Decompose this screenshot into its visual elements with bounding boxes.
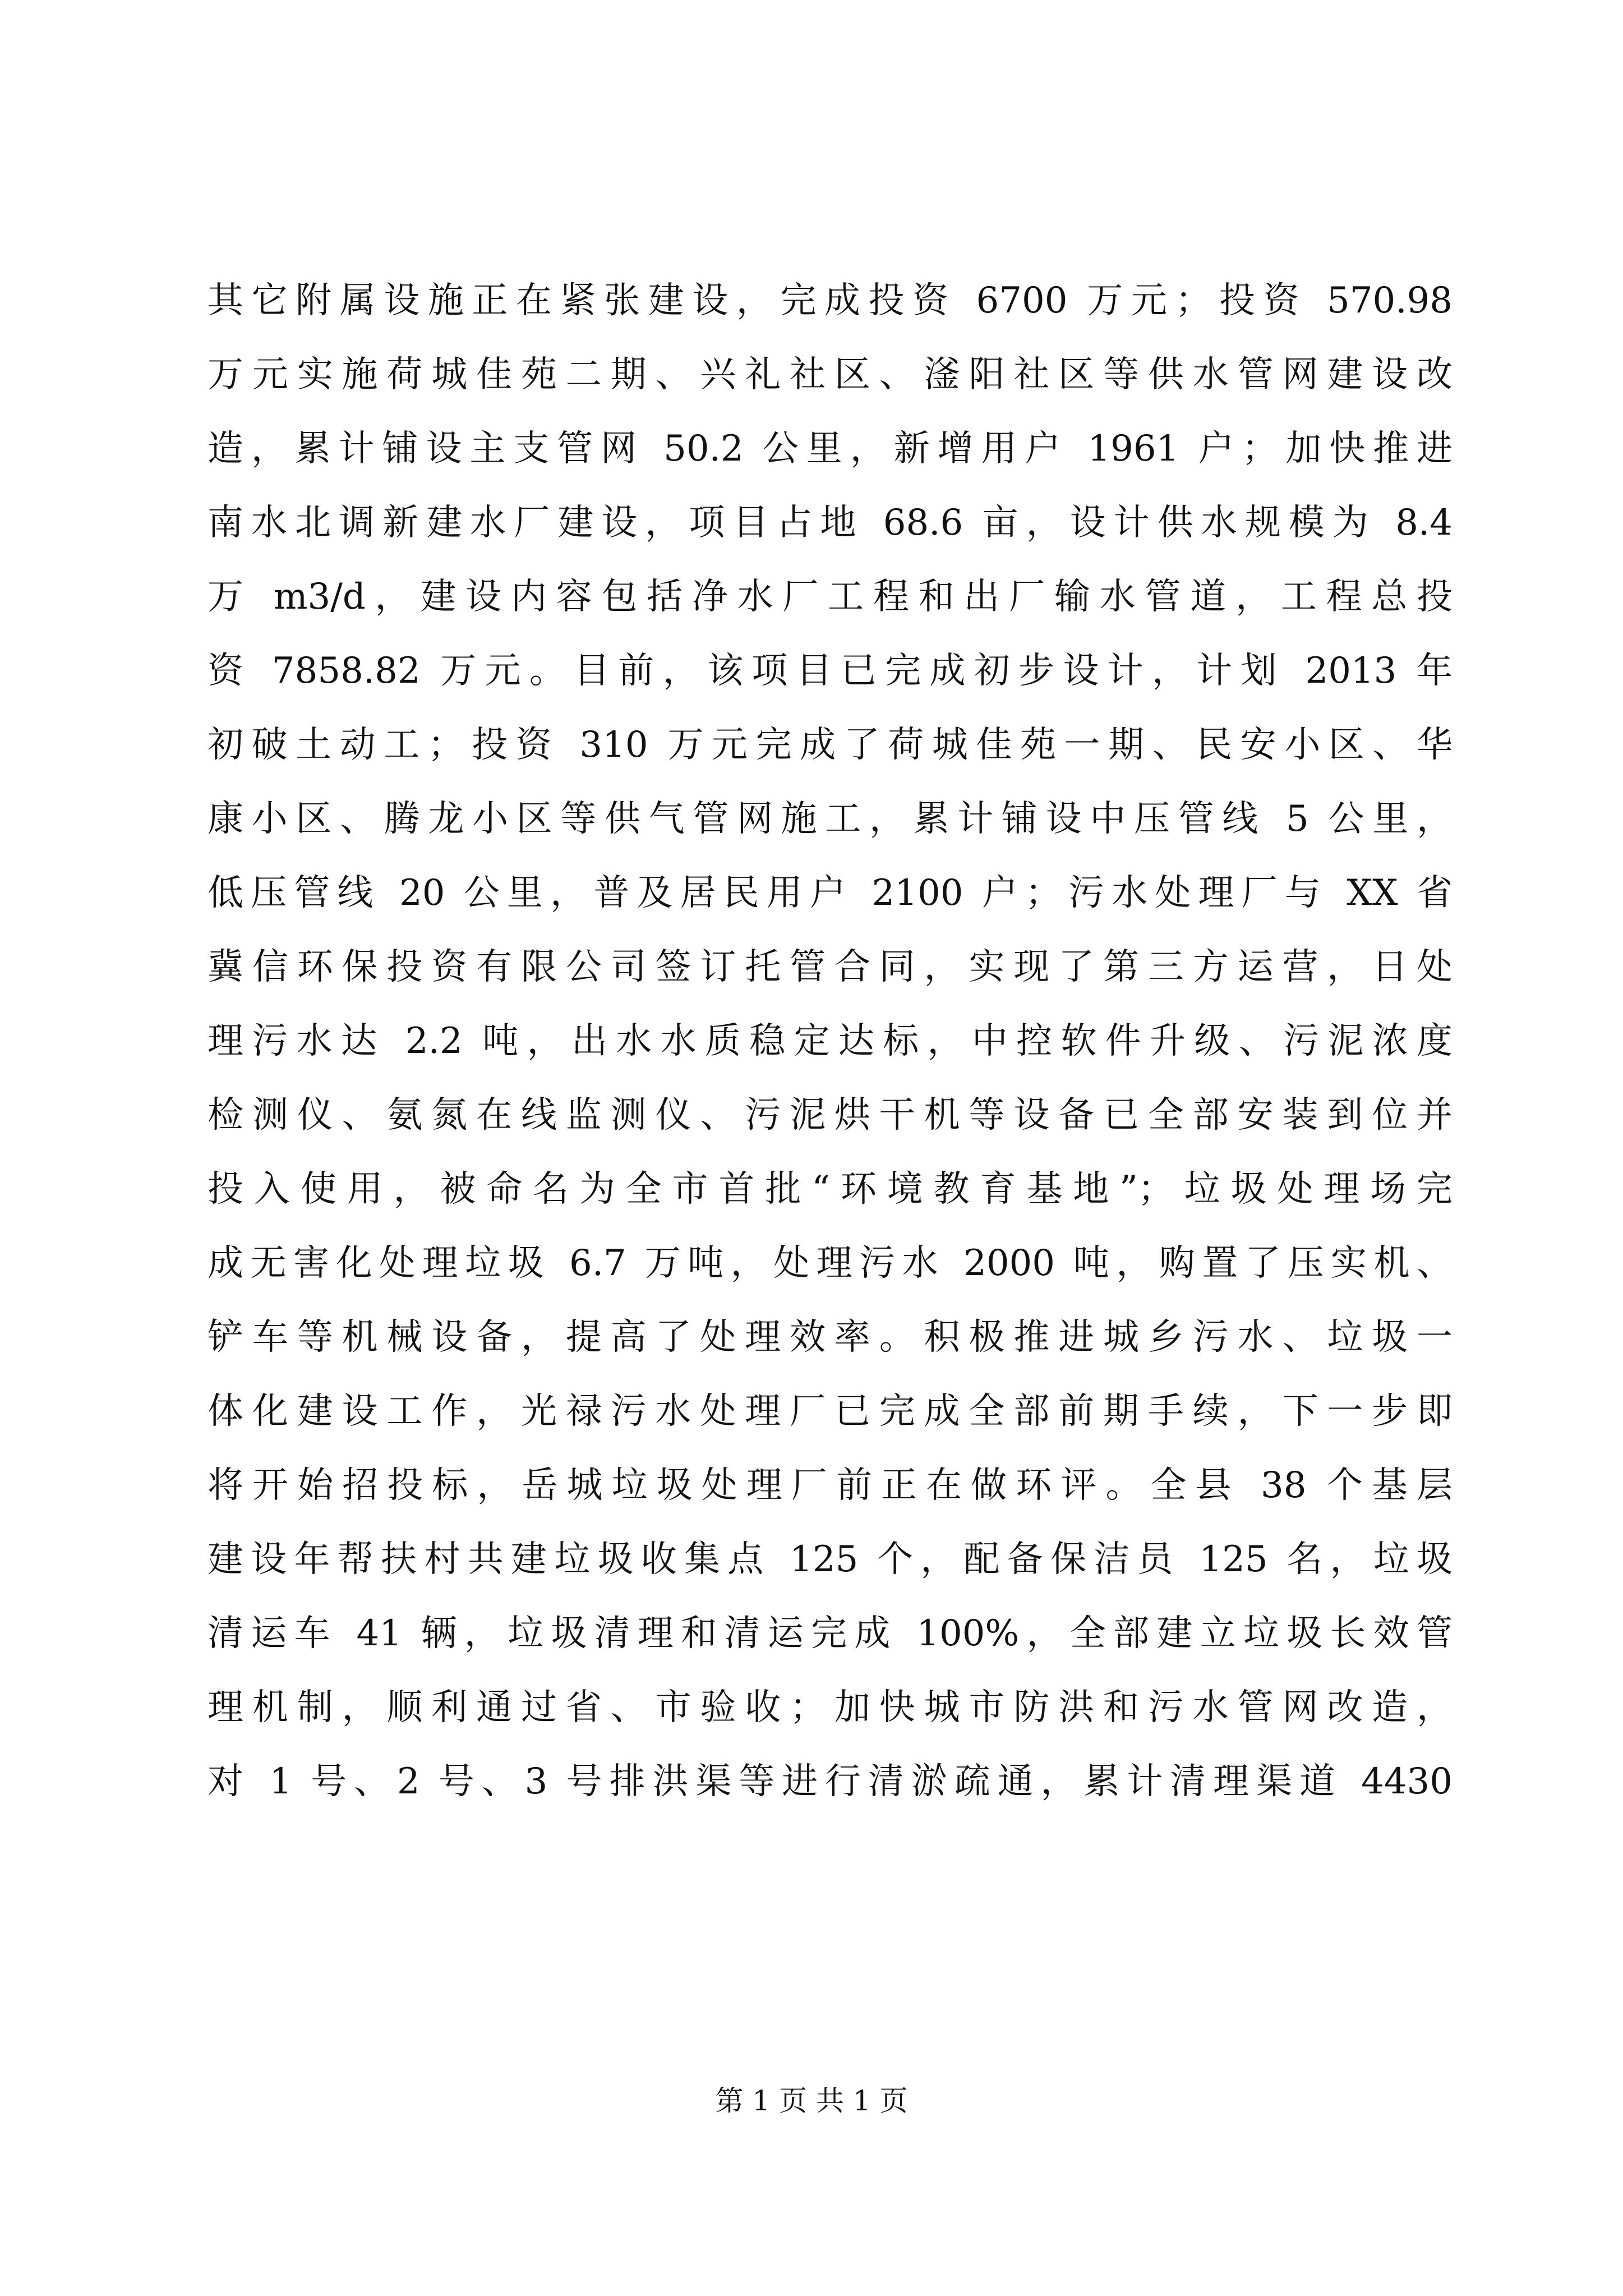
text-line-13: 投入使用，被命名为全市首批“环境教育基地”；垃圾处理场完 xyxy=(208,1168,1453,1210)
text-line-4: 南水北调新建水厂建设，项目占地 68.6 亩，设计供水规模为 8.4 xyxy=(208,502,1453,544)
text-line-10: 冀信环保投资有限公司签订托管合同，实现了第三方运营，日处 xyxy=(208,946,1453,988)
text-line-15: 铲车等机械设备，提高了处理效率。积极推进城乡污水、垃圾一 xyxy=(208,1317,1453,1358)
text-line-3: 造，累计铺设主支管网 50.2 公里，新增用户 1961 户；加快推进 xyxy=(208,428,1453,470)
text-line-12: 检测仪、氨氮在线监测仪、污泥烘干机等设备已全部安装到位并 xyxy=(208,1094,1453,1136)
body-paragraph xyxy=(208,264,1453,1819)
text-line-16: 体化建设工作，光禄污水处理厂已完成全部前期手续，下一步即 xyxy=(208,1391,1453,1432)
text-line-1: 其它附属设施正在紧张建设，完成投资 6700 万元；投资 570.98 xyxy=(208,280,1453,321)
text-line-21: 对 1 号、2 号、3 号排洪渠等进行清淤疏通，累计清理渠道 4430 xyxy=(208,1761,1453,1802)
text-line-14: 成无害化处理垃圾 6.7 万吨，处理污水 2000 吨，购置了压实机、 xyxy=(208,1243,1453,1284)
text-line-17: 将开始招投标，岳城垃圾处理厂前正在做环评。全县 38 个基层 xyxy=(208,1465,1453,1506)
text-line-8: 康小区、腾龙小区等供气管网施工，累计铺设中压管线 5 公里， xyxy=(208,798,1453,840)
text-line-11: 理污水达 2.2 吨，出水水质稳定达标，中控软件升级、污泥浓度 xyxy=(208,1020,1453,1062)
text-line-5: 万 m3/d，建设内容包括净水厂工程和出厂输水管道，工程总投 xyxy=(208,576,1453,618)
text-line-19: 清运车 41 辆，垃圾清理和清运完成 100%，全部建立垃圾长效管 xyxy=(208,1613,1453,1654)
text-line-18: 建设年帮扶村共建垃圾收集点 125 个，配备保洁员 125 名，垃圾 xyxy=(208,1539,1453,1580)
text-line-20: 理机制，顺利通过省、市验收；加快城市防洪和污水管网改造， xyxy=(208,1687,1453,1728)
text-line-7: 初破土动工；投资 310 万元完成了荷城佳苑一期、民安小区、华 xyxy=(208,724,1453,766)
page-number-label: 第 1 页 共 1 页 xyxy=(715,2085,908,2117)
text-line-2: 万元实施荷城佳苑二期、兴礼社区、滏阳社区等供水管网建设改 xyxy=(208,354,1453,395)
text-line-6: 资 7858.82 万元。目前，该项目已完成初步设计，计划 2013 年 xyxy=(208,650,1453,692)
page-footer xyxy=(0,2084,1623,2118)
text-line-9: 低压管线 20 公里，普及居民用户 2100 户；污水处理厂与 XX 省 xyxy=(208,872,1453,914)
